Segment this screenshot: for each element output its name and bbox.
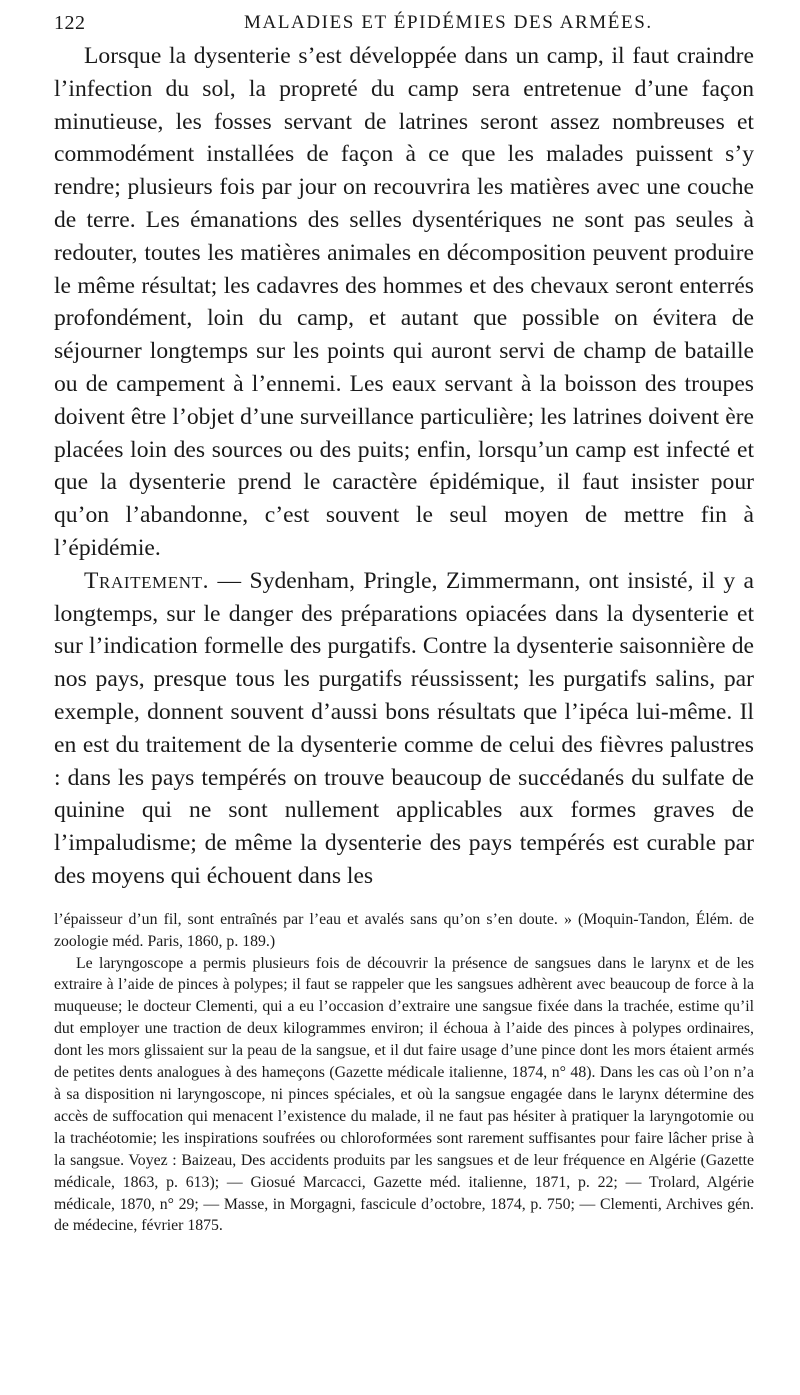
footnote-laryngoscope: Le laryngoscope a permis plusieurs fois de découvrir la présence de sangsues dans le larynx et de les extraire à l’aide de pinces à polypes; il faut se rappeler que les sangsues adhèrent avec beaucoup de force à la muqueuse; le docteur Clementi, qui a eu l’occasion d’extraire une sangsue fixée dans la trachée, estime qu’il dut employer une traction de deux kilogrammes environ; il échoua à l’aide des pinces à polypes ordinaires, dont les mors glissaient sur la peau de la sangsue, et il dut faire usage d’une pince dont les mors étaient armés de petites dents analogues à des hameçons (Gazette médicale italienne, 1874, n° 48). Dans les cas où l’on n’a à sa disposition ni laryngoscope, ni pinces spéciales, et où la sangsue engagée dans le larynx détermine des accès de suffocation qui menacent l’existence du malade, il ne faut pas hésiter à pratiquer la laryngotomie ou la trachéotomie; les inspirations soufrées ou chloroformées sont rarement suffisantes pour faire lâcher prise à la sangsue. Voyez : Baizeau, Des accidents produits par les sangsues et de leur fréquence en Algérie (Gazette médicale, 1863, p. 613); — Giosué Marcacci, Gazette méd. italienne, 1871, p. 22; — Trolard, Algérie médicale, 1870, n° 29; — Masse, in Morgagni, fascicule d’octobre, 1874, p. 750; — Clementi, Archives gén. de médecine, février 1875. bbox=[54, 954, 754, 1235]
section-heading: Traitement. bbox=[84, 567, 210, 594]
footnote-continuation: l’épaisseur d’un fil, sont entraînés par l’eau et avalés sans qu’on s’en doute. » (Moquin-Tandon, Élém. de zoologie méd. Paris, 1860, p. 189.) bbox=[54, 910, 754, 950]
treatment-text: — Sydenham, Pringle, Zimmermann, ont insisté, il y a longtemps, sur le danger des préparations opiacées dans la dysenterie et sur l’indication formelle des purgatifs. Contre la dysenterie saisonnière de nos pays, presque tous les purgatifs réussissent; les purgatifs salins, par exemple, donnent souvent d’aussi bons résultats que l’ipéca lui-même. Il en est du traitement de la dysenterie comme de celui des fièvres palustres : dans les pays tempérés on trouve beaucoup de succédanés du sulfate de quinine qui ne sont nullement applicables aux formes graves de l’impaludisme; de même la dysenterie des pays tempérés est curable par des moyens qui échouent dans les bbox=[54, 567, 754, 889]
running-header bbox=[54, 8, 754, 42]
body-paragraph: Lorsque la dysenterie s’est développée dans un camp, il faut craindre l’infection du sol, la propreté du camp sera entretenue d’une façon minutieuse, les fosses servant de latrines seront assez nombreuses et commodément installées de façon à ce que les malades puissent s’y rendre; plusieurs fois par jour on recouvrira les matières avec une couche de terre. Les émanations des selles dysentériques ne sont pas seules à redouter, toutes les matières animales en décomposition peuvent produire le même résultat; les cadavres des hommes et des chevaux seront enterrés profondément, loin du camp, et autant que possible on évitera de séjourner longtemps sur les points qui auront servi de champ de bataille ou de campement à l’ennemi. Les eaux servant à la boisson des troupes doivent être l’objet d’une surveillance particulière; les latrines doivent ère placées loin des sources ou des puits; enfin, lorsqu’un camp est infecté et que la dysenterie prend le caractère épidémique, il faut insister pour qu’on l’abandonne, c’est souvent le seul moyen de mettre fin à l’épidémie. bbox=[54, 43, 754, 561]
treatment-paragraph bbox=[54, 565, 754, 893]
page-number: 122 bbox=[54, 12, 86, 34]
page-body bbox=[54, 40, 754, 1237]
running-title: MALADIES ET ÉPIDÉMIES DES ARMÉES. bbox=[244, 12, 653, 33]
